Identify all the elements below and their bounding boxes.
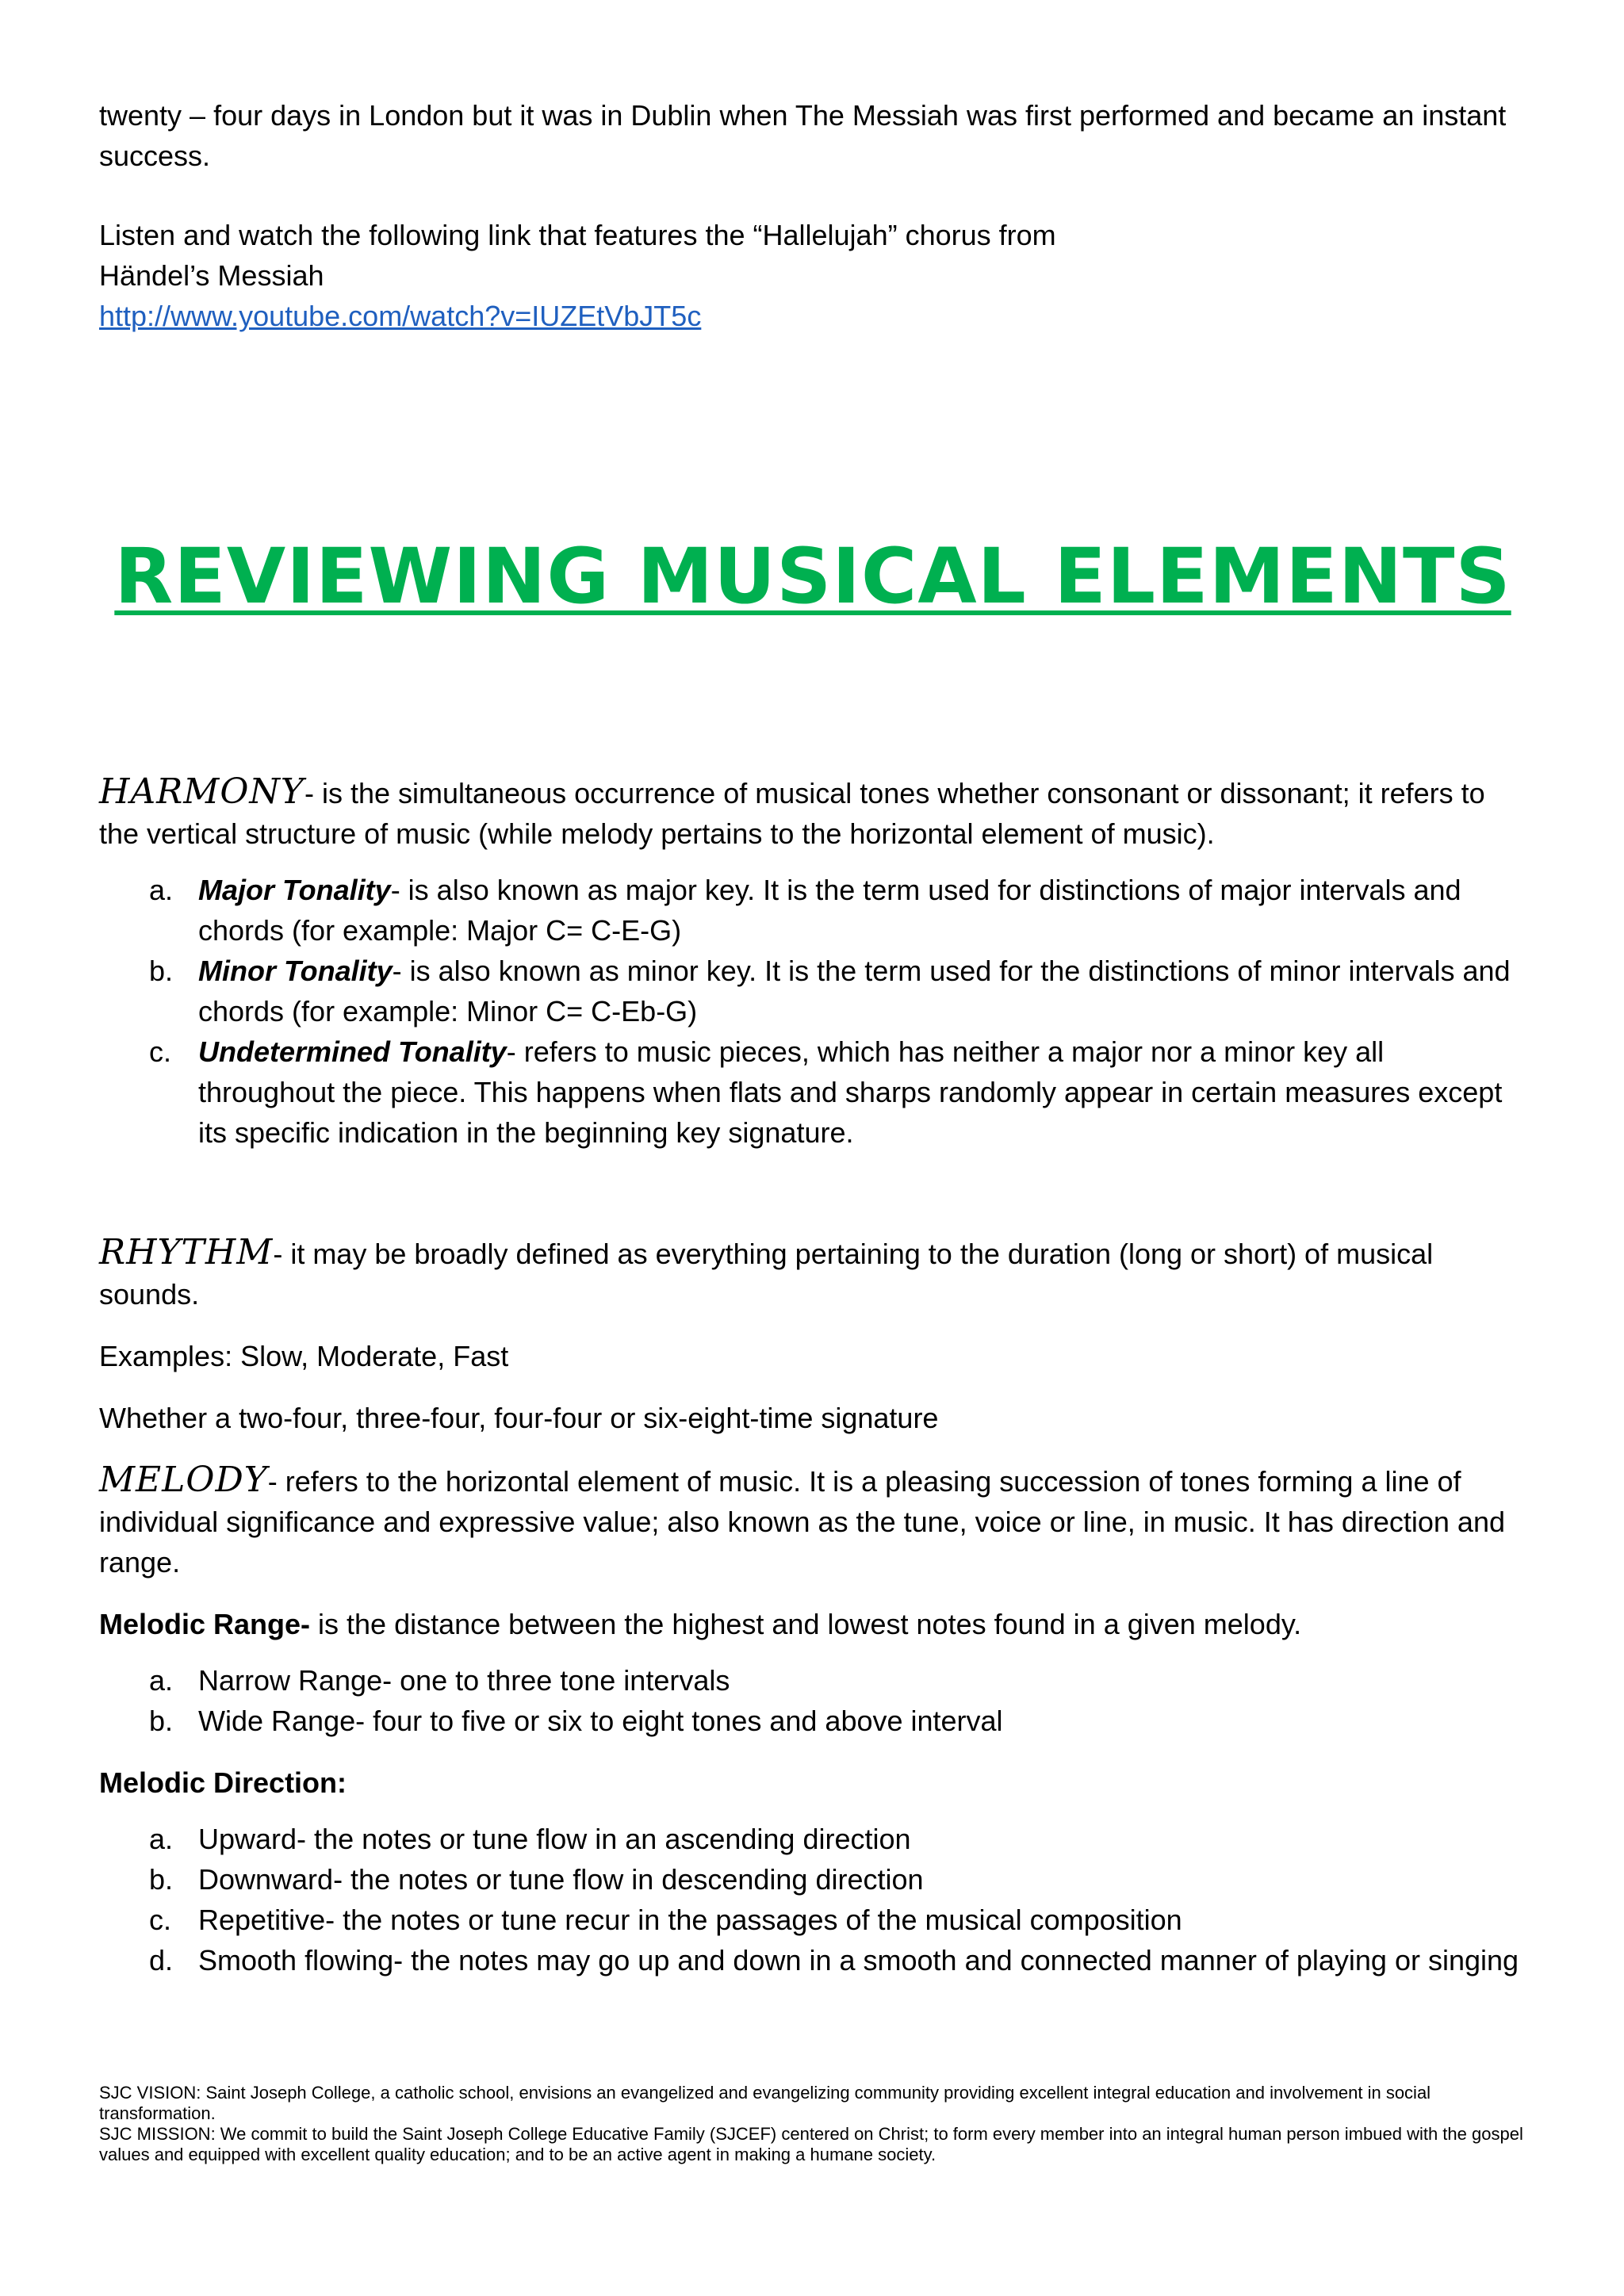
list-marker: c. — [149, 1035, 172, 1068]
list-item — [99, 1900, 1526, 1940]
list-item — [99, 951, 1526, 1031]
rhythm-definition-text: - it may be broadly defined as everything pertaining to the duration (long or short) of musical sounds. — [99, 1238, 1434, 1311]
list-marker: a. — [149, 1823, 174, 1855]
list-item-text: Downward- the notes or tune flow in descending direction — [198, 1863, 924, 1896]
list-marker: b. — [149, 1705, 174, 1737]
rhythm-section — [99, 1232, 1526, 1438]
direction-list — [99, 1819, 1526, 1980]
list-item-text: Narrow Range- one to three tone intervals — [198, 1664, 730, 1697]
melody-section — [99, 1460, 1526, 1980]
list-item-text: Wide Range- four to five or six to eight tones and above interval — [198, 1705, 1003, 1737]
page-footer — [99, 2083, 1526, 2165]
list-item-text: Smooth flowing- the notes may go up and down in a smooth and connected manner of playing or singing — [198, 1944, 1519, 1976]
melodic-range-text: is the distance between the highest and lowest notes found in a given melody. — [310, 1608, 1302, 1640]
list-item-text: Repetitive- the notes or tune recur in the passages of the musical composition — [198, 1904, 1182, 1936]
list-item-text: Upward- the notes or tune flow in an ascending direction — [198, 1823, 911, 1855]
harmony-section — [99, 771, 1526, 1153]
list-marker: b. — [149, 955, 174, 987]
range-list — [99, 1660, 1526, 1741]
tonality-label: Major Tonality — [198, 874, 391, 906]
tonality-list — [99, 870, 1526, 1153]
list-item — [99, 870, 1526, 951]
listen-line-2: Händel’s Messiah — [99, 259, 324, 292]
listen-paragraph — [99, 215, 1526, 336]
harmony-term: HARMONY — [99, 771, 304, 812]
listen-line-1: Listen and watch the following link that features the “Hallelujah” chorus from — [99, 219, 1056, 251]
footer-vision: SJC VISION: Saint Joseph College, a catholic school, envisions an evangelized and evangelizing community providing excellent integral education and involvement in social transformation. — [99, 2083, 1431, 2123]
tonality-label: Undetermined Tonality — [198, 1035, 507, 1068]
rhythm-definition — [99, 1232, 1526, 1314]
list-marker: c. — [149, 1904, 172, 1936]
list-item — [99, 1940, 1526, 1980]
harmony-definition-text: - is the simultaneous occurrence of musical tones whether consonant or dissonant; it refers to the vertical structure of music (while melody pertains to the horizontal element of music). — [99, 777, 1485, 850]
melody-term: MELODY — [99, 1460, 268, 1500]
intro-paragraph: twenty – four days in London but it was in Dublin when The Messiah was first performed and became an instant success. — [99, 99, 1507, 172]
list-marker: a. — [149, 1664, 174, 1697]
footer-mission: SJC MISSION: We commit to build the Saint Joseph College Educative Family (SJCEF) centered on Christ; to form every member into an integral human person imbued with the gospel values and equipped with excellent quality education; and to be an active agent in making a humane society. — [99, 2124, 1523, 2164]
document-page — [99, 95, 1526, 1980]
melodic-range-label: Melodic Range- — [99, 1608, 311, 1640]
rhythm-examples: Examples: Slow, Moderate, Fast — [99, 1340, 509, 1372]
list-marker: a. — [149, 874, 174, 906]
list-item — [99, 1859, 1526, 1900]
page-title: REVIEWING MUSICAL ELEMENTS — [114, 532, 1511, 621]
tonality-text: - is also known as minor key. It is the term used for the distinctions of minor intervals and chords (for example: Minor C= C-Eb-G) — [198, 955, 1511, 1027]
list-marker: d. — [149, 1944, 174, 1976]
rhythm-term: RHYTHM — [99, 1232, 274, 1272]
list-item — [99, 1031, 1526, 1153]
melodic-range — [99, 1604, 1526, 1644]
rhythm-time-signature: Whether a two-four, three-four, four-four or six-eight-time signature — [99, 1402, 939, 1434]
melodic-direction-label: Melodic Direction: — [99, 1766, 347, 1799]
list-item — [99, 1819, 1526, 1859]
harmony-definition — [99, 771, 1526, 854]
tonality-text: - refers to music pieces, which has neither a major nor a minor key all throughout the piece. This happens when flats and sharps randomly appear in certain measures except its specific indication in the beginning key signature. — [198, 1035, 1503, 1149]
list-item — [99, 1701, 1526, 1741]
youtube-link[interactable]: http://www.youtube.com/watch?v=IUZEtVbJT5c — [99, 300, 702, 332]
list-item — [99, 1660, 1526, 1701]
tonality-text: - is also known as major key. It is the term used for distinctions of major intervals and chords (for example: Major C= C-E-G) — [198, 874, 1461, 947]
melody-definition — [99, 1460, 1526, 1582]
tonality-label: Minor Tonality — [198, 955, 393, 987]
melody-definition-text: - refers to the horizontal element of music. It is a pleasing succession of tones forming a line of individual significance and expressive value; also known as the tune, voice or line, in music. It has direction and range. — [99, 1465, 1505, 1578]
list-marker: b. — [149, 1863, 174, 1896]
